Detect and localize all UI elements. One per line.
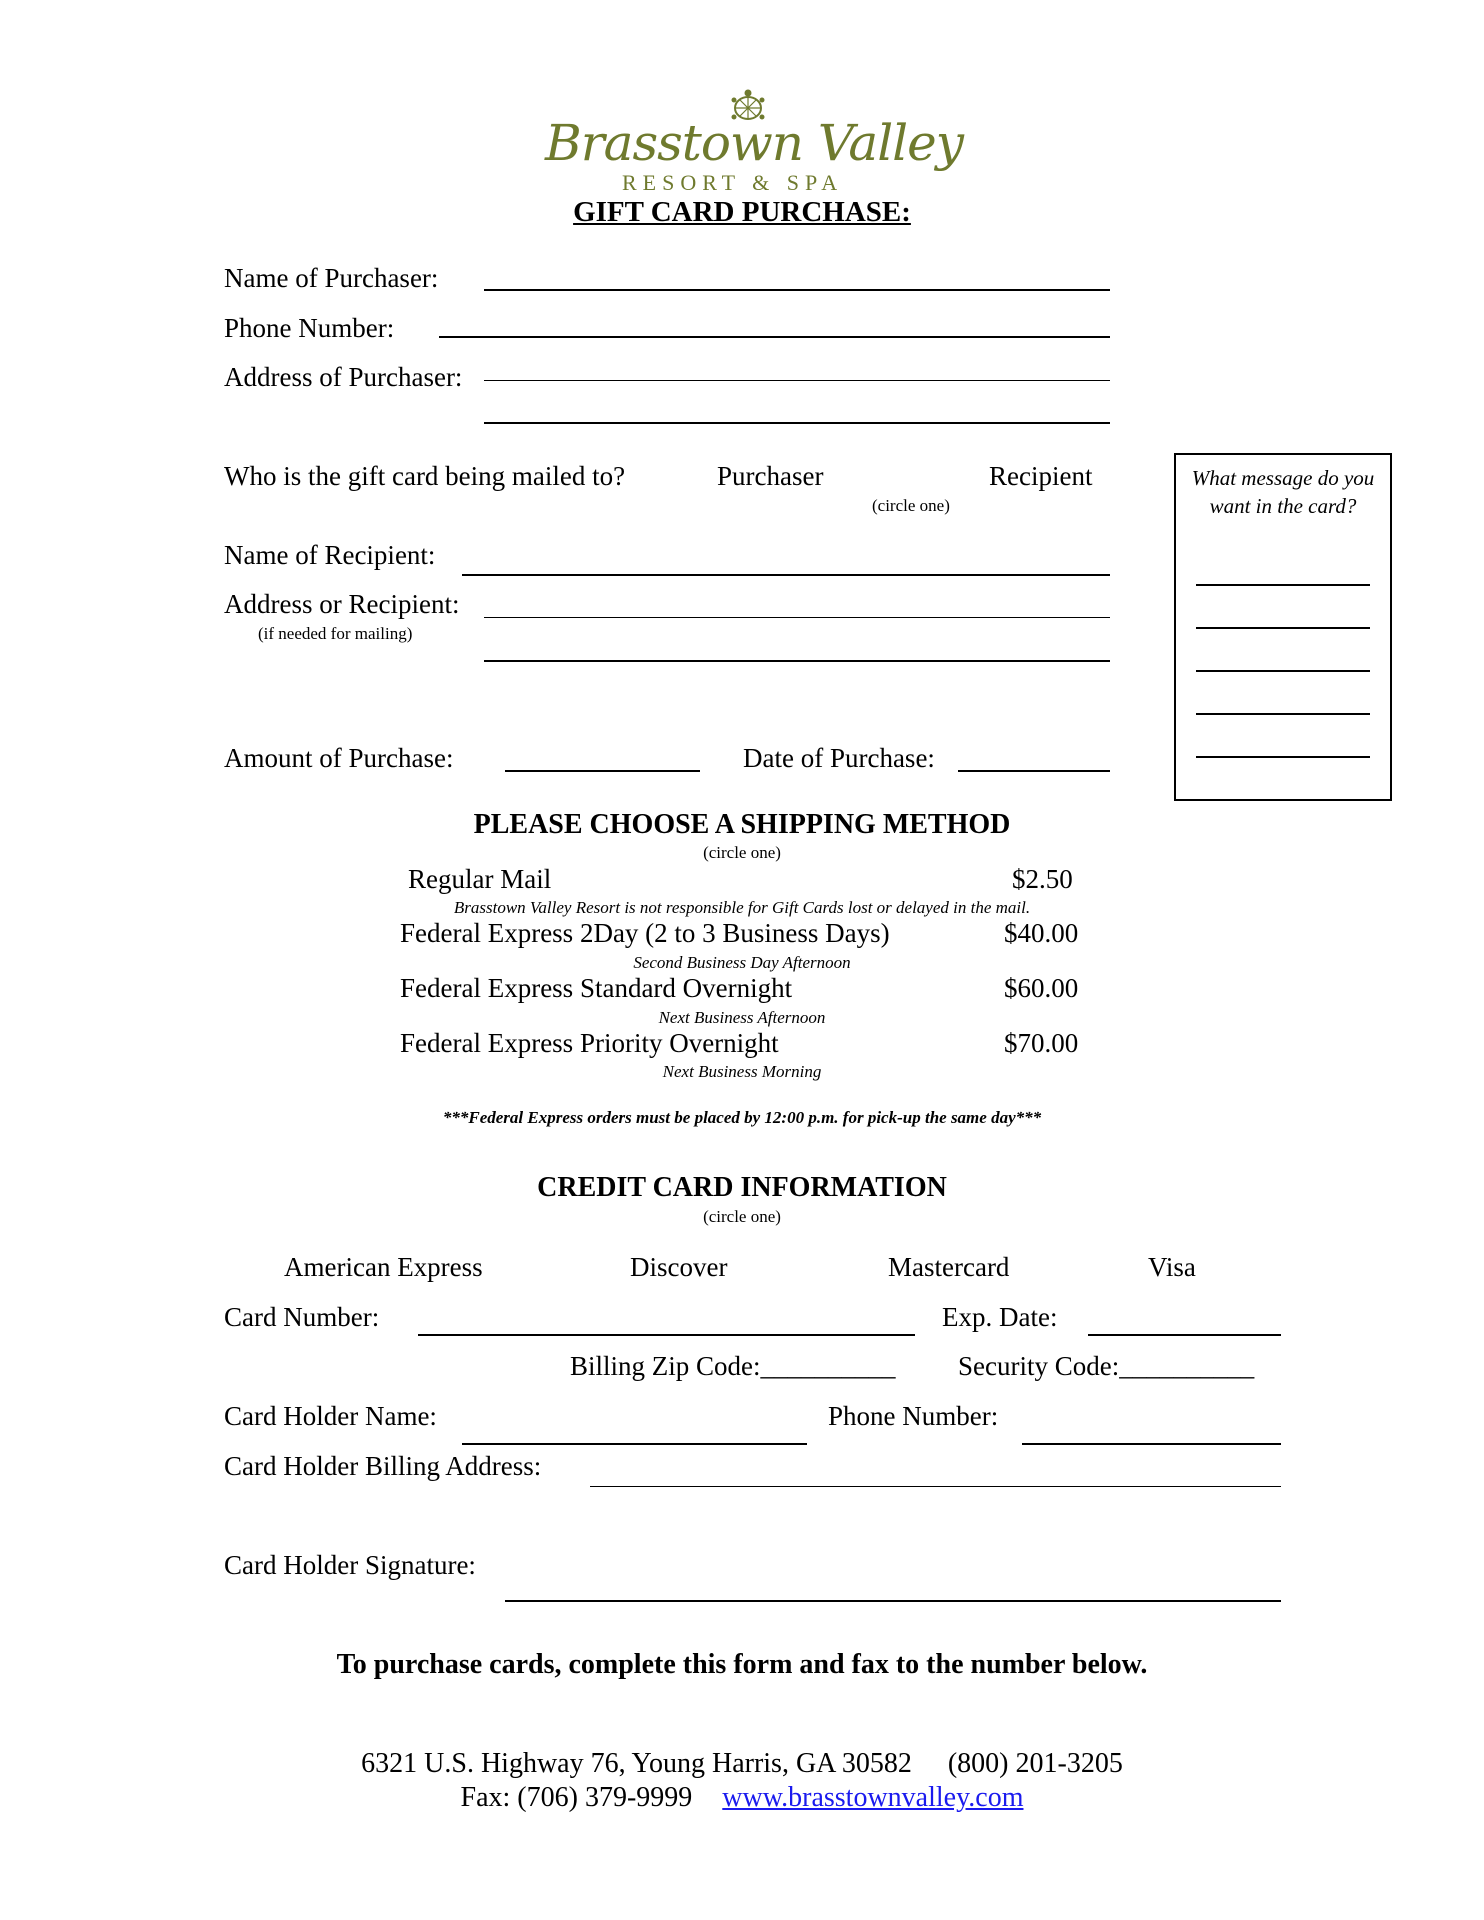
mailing-question: Who is the gift card being mailed to?	[224, 461, 626, 491]
holder-name-label: Card Holder Name:	[224, 1401, 437, 1431]
message-line-3[interactable]	[1196, 670, 1370, 672]
footer-phone: (800) 201-3205	[947, 1748, 1123, 1779]
recipient-address-field-1[interactable]	[484, 617, 1110, 618]
message-box	[1174, 453, 1392, 801]
signature-field[interactable]	[505, 1600, 1281, 1602]
card-number-label: Card Number:	[224, 1302, 380, 1332]
recipient-address-field-2[interactable]	[484, 660, 1110, 662]
card-type-mastercard[interactable]: Mastercard	[888, 1252, 1010, 1282]
mailing-circle-note: (circle one)	[872, 496, 950, 515]
billing-zip-label[interactable]: Billing Zip Code:__________	[570, 1351, 896, 1381]
card-type-visa[interactable]: Visa	[1148, 1252, 1196, 1282]
shipping-method-note: Second Business Day Afternoon	[633, 953, 851, 972]
date-label: Date of Purchase:	[743, 743, 935, 773]
mailing-option-recipient[interactable]: Recipient	[989, 461, 1093, 491]
purchaser-phone-label: Phone Number:	[224, 313, 395, 343]
footer-fax: Fax: (706) 379-9999	[460, 1782, 693, 1813]
shipping-method-price: $70.00	[1004, 1028, 1079, 1058]
message-line-2[interactable]	[1196, 627, 1370, 629]
shipping-method-name[interactable]: Federal Express 2Day (2 to 3 Business Days)	[400, 918, 890, 948]
purchaser-name-label: Name of Purchaser:	[224, 263, 439, 293]
recipient-name-field[interactable]	[462, 574, 1110, 576]
shipping-method-name[interactable]: Federal Express Priority Overnight	[400, 1028, 779, 1058]
shipping-method-price: $60.00	[1004, 973, 1079, 1003]
message-line-1[interactable]	[1196, 584, 1370, 586]
shipping-method-price: $2.50	[1012, 864, 1073, 894]
form-title: GIFT CARD PURCHASE:	[573, 196, 911, 228]
recipient-name-label: Name of Recipient:	[224, 540, 436, 570]
amount-label: Amount of Purchase:	[224, 743, 454, 773]
holder-name-field[interactable]	[462, 1443, 807, 1445]
purchaser-address-field-2[interactable]	[484, 422, 1110, 424]
billing-address-field[interactable]	[590, 1486, 1281, 1487]
amount-field[interactable]	[505, 770, 700, 772]
purchaser-address-field-1[interactable]	[484, 380, 1110, 381]
website-link[interactable]: www.brasstownvalley.com	[722, 1782, 1024, 1813]
shipping-method-name[interactable]: Federal Express Standard Overnight	[400, 973, 793, 1003]
message-line-4[interactable]	[1196, 713, 1370, 715]
exp-date-label: Exp. Date:	[942, 1302, 1058, 1332]
card-type-amex[interactable]: American Express	[284, 1252, 483, 1282]
security-code-label[interactable]: Security Code:__________	[958, 1351, 1255, 1381]
shipping-method-note: Brasstown Valley Resort is not responsible for Gift Cards lost or delayed in the mail.	[453, 898, 1031, 917]
card-type-discover[interactable]: Discover	[630, 1252, 728, 1282]
logo-subtitle: RESORT & SPA	[622, 170, 844, 195]
footer-address: 6321 U.S. Highway 76, Young Harris, GA 30582	[361, 1748, 912, 1779]
recipient-address-label: Address or Recipient:	[224, 589, 460, 619]
signature-label: Card Holder Signature:	[224, 1550, 476, 1580]
card-number-field[interactable]	[418, 1334, 915, 1336]
logo-name: Brasstown Valley	[545, 114, 964, 172]
purchaser-phone-field[interactable]	[439, 336, 1110, 338]
footer-line-1	[0, 1748, 1484, 1780]
shipping-method-note: Next Business Afternoon	[658, 1008, 826, 1027]
fedex-notice: ***Federal Express orders must be placed by 12:00 p.m. for pick-up the same day***	[442, 1108, 1042, 1127]
recipient-address-note: (if needed for mailing)	[258, 624, 413, 643]
shipping-heading: PLEASE CHOOSE A SHIPPING METHOD	[473, 809, 1011, 840]
shipping-circle-note: (circle one)	[703, 843, 781, 862]
footer-line-2	[0, 1782, 1484, 1814]
purchaser-address-label: Address of Purchaser:	[224, 362, 463, 392]
message-line-5[interactable]	[1196, 756, 1370, 758]
holder-phone-field[interactable]	[1022, 1443, 1281, 1445]
logo	[545, 88, 964, 198]
purchaser-name-field[interactable]	[484, 289, 1110, 291]
mailing-option-purchaser[interactable]: Purchaser	[717, 461, 824, 491]
message-prompt: What message do you want in the card?	[1191, 466, 1375, 518]
holder-phone-label: Phone Number:	[828, 1401, 999, 1431]
instructions: To purchase cards, complete this form and fax to the number below.	[336, 1649, 1148, 1680]
shipping-method-note: Next Business Morning	[662, 1062, 822, 1081]
shipping-method-price: $40.00	[1004, 918, 1079, 948]
date-field[interactable]	[958, 770, 1110, 772]
exp-date-field[interactable]	[1088, 1334, 1281, 1336]
billing-address-label: Card Holder Billing Address:	[224, 1451, 542, 1481]
shipping-method-name[interactable]: Regular Mail	[408, 864, 552, 894]
credit-card-circle-note: (circle one)	[703, 1207, 781, 1226]
credit-card-heading: CREDIT CARD INFORMATION	[537, 1172, 947, 1203]
